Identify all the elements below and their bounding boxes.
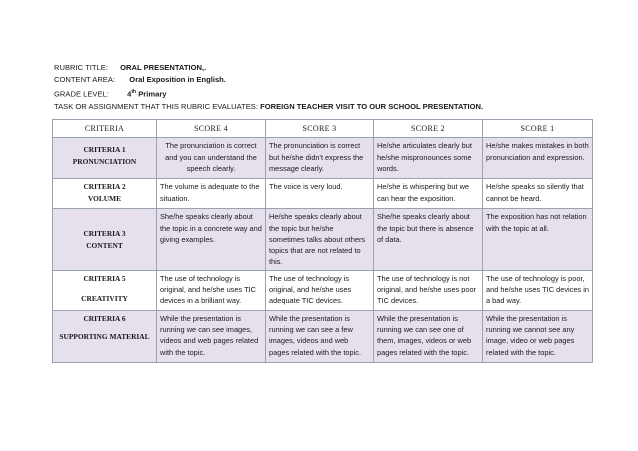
task-label: TASK OR ASSIGNMENT THAT THIS RUBRIC EVALUATES: bbox=[54, 102, 258, 112]
rubric-table bbox=[52, 119, 593, 363]
table-row bbox=[53, 310, 593, 362]
score-2-cell: He/she is whispering but we can hear the exposition. bbox=[374, 179, 483, 209]
criteria-cell bbox=[53, 209, 157, 270]
column-header-score-1: SCORE 1 bbox=[483, 120, 593, 138]
score-1-cell: The use of technology is poor, and he/she uses TIC devices in a bad way. bbox=[483, 270, 593, 310]
score-3-cell: While the presentation is running we can see a few images, videos and web pages related with the topic. bbox=[266, 310, 374, 362]
table-header-row bbox=[53, 120, 593, 138]
score-3-cell: The use of technology is original, and he/she uses adequate TIC devices. bbox=[266, 270, 374, 310]
task-value: FOREIGN TEACHER VISIT TO OUR SCHOOL PRESENTATION. bbox=[260, 102, 484, 112]
grade-level-number: 4 bbox=[127, 89, 132, 99]
criteria-name: CREATIVITY bbox=[81, 294, 128, 304]
score-2-cell: He/she articulates clearly but he/she mispronounces some words. bbox=[374, 138, 483, 179]
score-4-cell: The volume is adequate to the situation. bbox=[157, 179, 266, 209]
table-row bbox=[53, 270, 593, 310]
column-header-score-2: SCORE 2 bbox=[374, 120, 483, 138]
grade-level-suffix: th bbox=[131, 89, 137, 96]
criteria-number: CRITERIA 1 bbox=[83, 145, 126, 155]
rubric-title-value: ORAL PRESENTATION,. bbox=[120, 63, 207, 72]
rubric-header bbox=[54, 62, 483, 113]
score-4-cell: The pronunciation is correct and you can understand the speech clearly. bbox=[157, 138, 266, 179]
criteria-cell bbox=[53, 138, 157, 179]
table-row bbox=[53, 138, 593, 179]
score-2-cell: She/he speaks clearly about the topic but there is absence of data. bbox=[374, 209, 483, 270]
criteria-cell bbox=[53, 270, 157, 310]
criteria-number: CRITERIA 2 bbox=[83, 182, 126, 192]
score-3-cell: The voice is very loud. bbox=[266, 179, 374, 209]
score-2-cell: While the presentation is running we can see one of them, images, videos or web pages related with the topic. bbox=[374, 310, 483, 362]
criteria-name: SUPPORTING MATERIAL bbox=[59, 332, 150, 342]
criteria-number: CRITERIA 5 bbox=[83, 273, 126, 283]
table-row bbox=[53, 179, 593, 209]
score-3-cell: He/she speaks clearly about the topic but he/she sometimes talks about others topics that are not related to this. bbox=[266, 209, 374, 270]
content-area-row bbox=[54, 74, 483, 86]
score-4-cell: While the presentation is running we can see images, videos and web pages related with the topic. bbox=[157, 310, 266, 362]
criteria-number: CRITERIA 6 bbox=[83, 313, 126, 323]
score-4-cell: The use of technology is original, and he/she uses TIC devices in a brilliant way. bbox=[157, 270, 266, 310]
column-header-score-3: SCORE 3 bbox=[266, 120, 374, 138]
criteria-cell bbox=[53, 179, 157, 209]
grade-level-row bbox=[54, 86, 483, 101]
criteria-cell bbox=[53, 310, 157, 362]
column-header-criteria: CRITERIA bbox=[53, 120, 157, 138]
grade-level-label: GRADE LEVEL: bbox=[54, 89, 109, 99]
score-1-cell: The exposition has not relation with the topic at all. bbox=[483, 209, 593, 270]
criteria-name: PRONUNCIATION bbox=[72, 156, 137, 166]
column-header-score-4: SCORE 4 bbox=[157, 120, 266, 138]
score-1-cell: He/she speaks so silently that cannot be heard. bbox=[483, 179, 593, 209]
criteria-number: CRITERIA 3 bbox=[83, 229, 126, 239]
score-3-cell: The pronunciation is correct but he/she didn't express the message clearly. bbox=[266, 138, 374, 179]
content-area-value: Oral Exposition in English. bbox=[129, 75, 226, 85]
grade-level-rest: Primary bbox=[138, 89, 167, 99]
score-1-cell: While the presentation is running we cannot see any image, video or web pages related with the topic. bbox=[483, 310, 593, 362]
score-4-cell: She/he speaks clearly about the topic in a concrete way and giving examples. bbox=[157, 209, 266, 270]
score-2-cell: The use of technology is not original, and he/she uses poor TIC devices. bbox=[374, 270, 483, 310]
criteria-name: CONTENT bbox=[86, 240, 123, 250]
score-1-cell: He/she makes mistakes in both pronunciation and expression. bbox=[483, 138, 593, 179]
task-row bbox=[54, 101, 483, 113]
table-row bbox=[53, 209, 593, 270]
criteria-name: VOLUME bbox=[87, 193, 122, 203]
content-area-label: CONTENT AREA: bbox=[54, 75, 116, 85]
rubric-title-label: RUBRIC TITLE: bbox=[54, 63, 108, 72]
rubric-title-row bbox=[54, 62, 483, 74]
